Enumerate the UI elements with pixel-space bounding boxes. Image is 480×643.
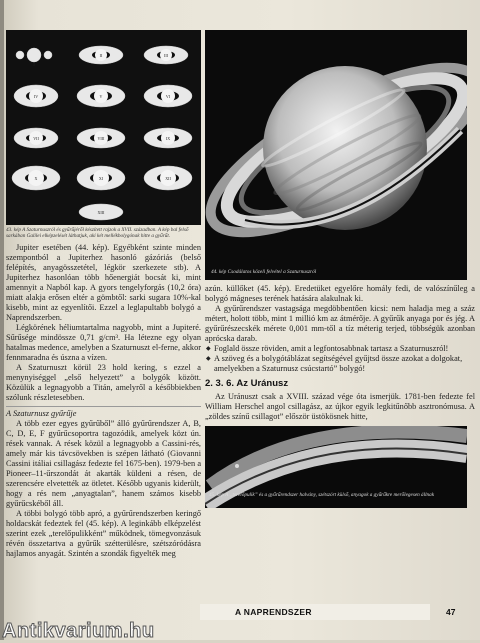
fig43-label: XII (165, 176, 171, 181)
left-paragraph-1: Jupiter esetében (44. kép). Egyébként szinte minden szempontból a Jupiterhez hasonló gázóriás (belső felépítés, anyagösszetétel, légkör szerkezete stb). A Jupiterhez hasonlóan több hőenergiát bocsát ki, mint amennyit a Napból kap. A gyors tengelyforgás (10,2 óra) miatt alakja erősen eltér a gömbtől: sarki sugara 10%-kal kisebb, mint az egyenlítői. Ezzel a leglapultabb bolygó a Naprendszerben. (6, 243, 201, 323)
fig43-label: XIII (97, 210, 105, 215)
task-item: ◆ A szöveg és a bolygótáblázat segítségével gyűjtsd össze azokat a dolgokat, amelyekben a Szaturnusz csúcstartó” bolygó! (214, 354, 475, 374)
section-heading-uranus: 2. 3. 6. Az Uránusz (205, 378, 289, 389)
left-paragraph-4: A több ezer egyes gyűrűből” álló gyűrűrendszer A, B, C, D, E, F gyűrűcsoportra tagozódik, amelyek közt ún. rések vannak. A rések közül a legnagyobb a Cassini-rés, amely már kis távcsövekben is szépen látható (Giovanni Cassini itáliai csillagász fedezte fel 1675-ben). 1979-ben a Pioneer–11-űrszondát át akarták küldeni a résen, de szerencsére elvetették az ötletet. Később ugyanis kiderült, hogy a rés nem „anyagtalan”, hanem számos kisebb gyűrűcskéből áll. (6, 419, 201, 509)
subheading-saturn-ring: A Szaturnusz gyűrűje (6, 406, 201, 418)
watermark-logo: Antikvarium.hu (2, 620, 155, 642)
page-gutter-shadow (0, 0, 4, 640)
left-column (6, 30, 201, 559)
fig43-label: I (33, 62, 35, 67)
fig43-label: VII (33, 136, 39, 141)
figure-43-saturn-drawings (6, 30, 201, 225)
saturn-photo (205, 30, 467, 280)
fig43-label: IX (165, 136, 171, 141)
task-list (205, 344, 475, 374)
right-paragraph-1: azún. küllőket (45. kép). Eredetüket egyelőre homály fedi, de valószínűleg a bolygó mágneses terének hatására alakulnak ki. (205, 284, 475, 303)
saturn-drawings-grid (6, 30, 201, 225)
fig43-label: II (99, 53, 103, 58)
fig43-label: X (34, 176, 38, 181)
fig43-label: V (99, 94, 103, 99)
left-paragraph-5: A többi bolygó több apró, a gyűrűrendszerben keringő holdacskát fedeztek fel (45. kép). A leginkább elképzelést szerint ezek „terelőpulikként” működnek, tömegvonzásuk révén összetartva a gyűrűk szétterülésre, szétszóródásra hajlamos anyagát. Szintén a szondák figyelték meg (6, 509, 201, 559)
figure-44-saturn-photo (205, 30, 467, 280)
fig43-label: VI (165, 94, 171, 99)
task-item: ◆ Foglald össze röviden, amit a legfontosabbnak tartasz a Szaturnuszról! (214, 344, 475, 354)
right-paragraph-3: Az Uránuszt csak a XVIII. század vége óta ismerjük. 1781-ben fedezte fel William Herschel angol csillagász, az újkor egyik legkitűnőbb asztronómusa. A „zöldes színű csillagot” először üstökösnek hitte, (205, 392, 475, 421)
left-paragraph-2: Légkörének héliumtartalma nagyobb, mint a Jupiteré. Sűrűsége mindössze 0,71 g/cm³. Ha létezne egy olyan hatalmas medence, amelyben a Szaturnuszt el-ferne, akkor fennmaradna és úszna a vízen. (6, 323, 201, 363)
page-number: 47 (446, 607, 456, 617)
fig43-label: VIII (97, 136, 105, 141)
figure-43-caption: 43. kép A Szaturnuszról és gyűrűjéről készített rajzok a XVII. században. A kép bal felső sarkában Galilei elképzelését láthatjuk, aki két mellékbolygónak hitte a gyűrűt. (6, 227, 189, 240)
figure-44-caption: 44. kép Csodálatos közeli felvétel a Szaturnuszról (211, 269, 317, 275)
running-title: A NAPRENDSZER (235, 607, 312, 617)
right-column (205, 30, 475, 498)
fig43-label: XI (98, 176, 104, 181)
fig43-label: III (164, 53, 168, 58)
fig43-label: IV (33, 94, 39, 99)
right-paragraph-2: A gyűrűrendszer vastagsága megdöbbentően kicsi: nem haladja meg a száz métert, holott több, mint 1 millió km az átmérője. A gyűrűk anyaga por és jég. A gyűrűrészecskék mérete 0,001 mm-től a tíz méterig terjed, többségük azonban aprócska darab. (205, 304, 475, 343)
figure-45-caption: 45. kép A „terelőpulik” és a gyűrűrendszer halvány, szétszórt külső, anyagok a gyűrűkre merőlegesen állnak (209, 492, 434, 498)
left-paragraph-3: A Szaturnuszt körül 23 hold kering, s ezzel a menynyiséggel „első helyezett” a bolygók között. Közülük a legnagyobb a Titán, amelyről a későbbiekben szólunk részletesebben. (6, 363, 201, 403)
